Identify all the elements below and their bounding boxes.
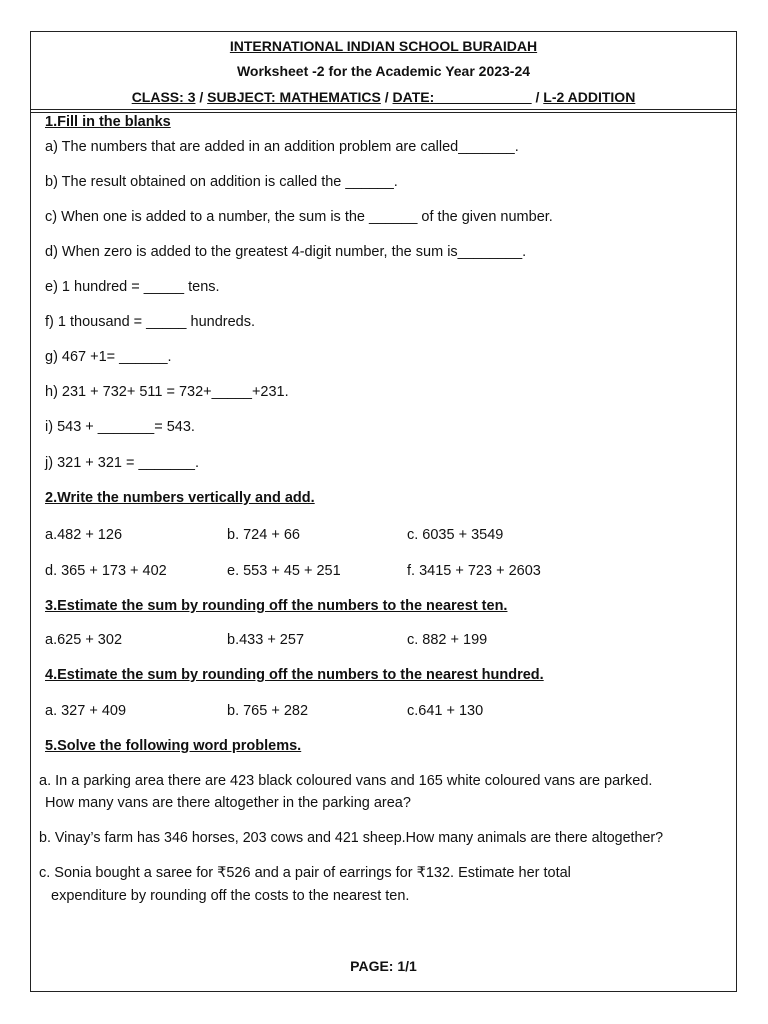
word-problem-c: c. Sonia bought a saree for ₹526 and a pair of earrings for ₹132. Estimate her total [39, 865, 571, 881]
problem: a.625 + 302 [45, 632, 123, 648]
section-3-title: 3.Estimate the sum by rounding off the numbers to the nearest ten. [45, 598, 508, 614]
fill-blank-item: b) The result obtained on addition is called the ______. [45, 174, 398, 190]
separator: / [531, 89, 544, 105]
date-label: DATE: ____________ [392, 89, 532, 105]
fill-blank-item: c) When one is added to a number, the sum is the ______ of the given number. [45, 209, 553, 225]
section-2-title: 2.Write the numbers vertically and add. [45, 490, 315, 506]
problem: a.482 + 126 [45, 527, 123, 543]
subject-label: SUBJECT: MATHEMATICS [207, 89, 381, 105]
problem: f. 3415 + 723 + 2603 [407, 563, 541, 579]
fill-blank-item: g) 467 +1= ______. [45, 349, 172, 365]
page-number: PAGE: 1/1 [350, 958, 417, 974]
fill-blank-item: j) 321 + 321 = _______. [45, 455, 199, 471]
problem: b.433 + 257 [227, 632, 305, 648]
class-label: CLASS: 3 [131, 89, 196, 105]
word-problem-a-cont: How many vans are there altogether in the parking area? [45, 795, 411, 811]
section-5-title: 5.Solve the following word problems. [45, 738, 302, 754]
word-problem-b: b. Vinay’s farm has 346 horses, 203 cows and 421 sheep.How many animals are there altogether? [39, 830, 664, 846]
worksheet-page [30, 31, 737, 992]
fill-blank-item: f) 1 thousand = _____ hundreds. [45, 314, 256, 330]
separator: / [380, 89, 393, 105]
header-divider [31, 109, 736, 110]
problem: c.641 + 130 [407, 703, 484, 719]
problem: b. 724 + 66 [227, 527, 300, 543]
problem: e. 553 + 45 + 251 [227, 563, 341, 579]
word-problem-c-cont: expenditure by rounding off the costs to the nearest ten. [51, 888, 410, 904]
section-1-title: 1.Fill in the blanks [45, 114, 171, 130]
fill-blank-item: a) The numbers that are added in an addition problem are called_______. [45, 139, 519, 155]
problem: a. 327 + 409 [45, 703, 127, 719]
fill-blank-item: h) 231 + 732+ 511 = 732+_____+231. [45, 384, 289, 400]
section-4-title: 4.Estimate the sum by rounding off the numbers to the nearest hundred. [45, 667, 544, 683]
problem: c. 6035 + 3549 [407, 527, 504, 543]
school-name: INTERNATIONAL INDIAN SCHOOL BURAIDAH [229, 38, 538, 54]
separator: / [195, 89, 208, 105]
fill-blank-item: d) When zero is added to the greatest 4-digit number, the sum is________. [45, 244, 527, 260]
fill-blank-item: e) 1 hundred = _____ tens. [45, 279, 220, 295]
problem: d. 365 + 173 + 402 [45, 563, 167, 579]
header-divider [31, 112, 736, 113]
worksheet-title: Worksheet -2 for the Academic Year 2023-24 [236, 63, 531, 79]
class-subject-line [31, 89, 736, 105]
problem: c. 882 + 199 [407, 632, 488, 648]
word-problem-a: a. In a parking area there are 423 black coloured vans and 165 white coloured vans are parked. [39, 773, 653, 789]
lesson-label: L-2 ADDITION [543, 89, 636, 105]
problem: b. 765 + 282 [227, 703, 309, 719]
fill-blank-item: i) 543 + _______= 543. [45, 419, 195, 435]
